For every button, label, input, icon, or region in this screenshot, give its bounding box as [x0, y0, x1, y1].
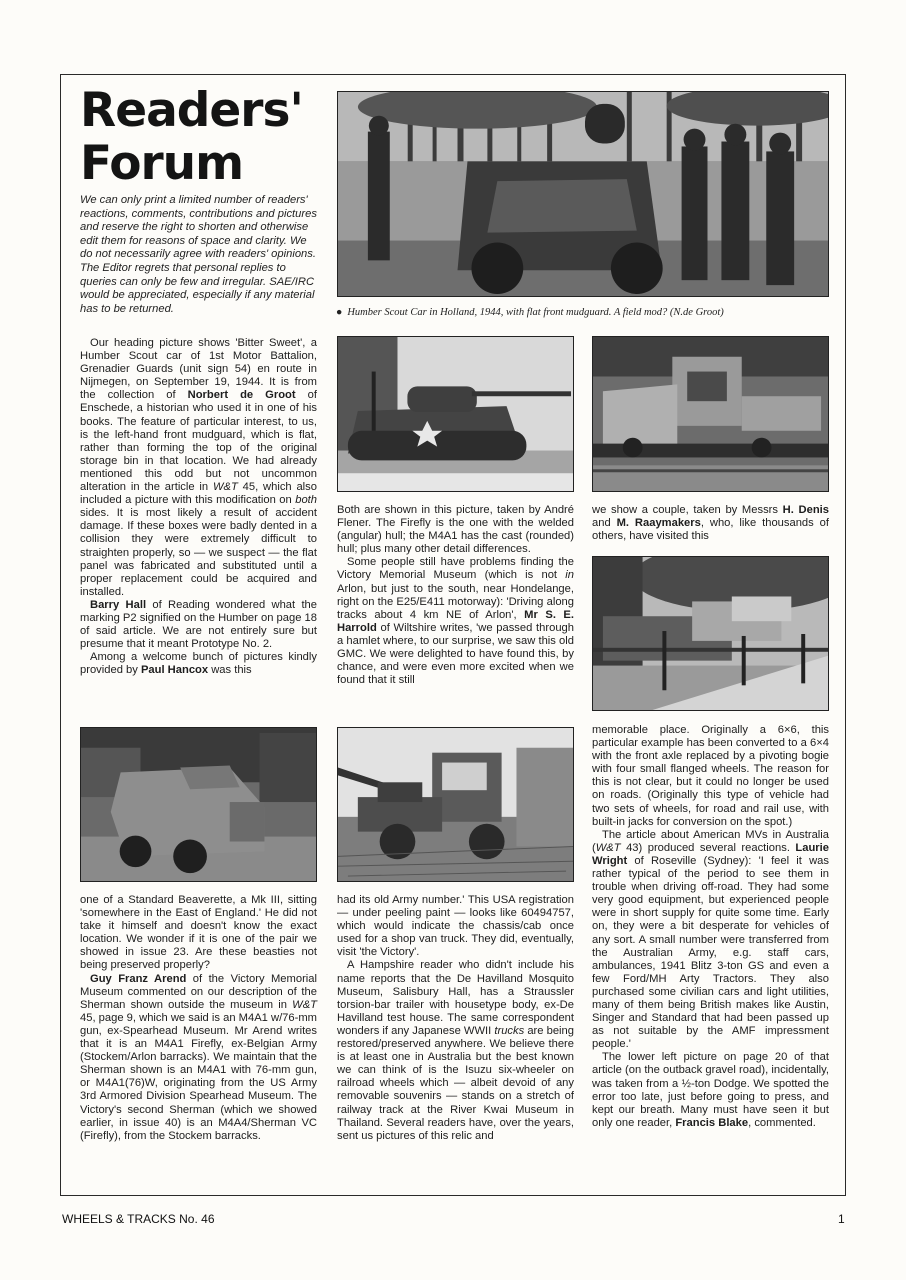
reader-name: Barry Hall	[90, 598, 147, 611]
photo-kwai-rail-vehicle	[592, 556, 829, 711]
text-run: of Wiltshire writes, 'we passed through a hamlet where, to our surprise, we saw this old GMC. We were delighted to have found this, by chance, and were even more excited when we found that it still	[337, 621, 574, 687]
article-paragraph	[337, 556, 574, 687]
text-run: , who, like thousands of others, have visited this	[592, 517, 829, 543]
photo-beaverette	[80, 727, 317, 882]
text-run: sides. It is most likely a result of accident damage. If these boxes were badly dented in a collision they were extremely difficult to straighten properly, so — we suspect — the flat panel was fabricated and substituted until a proper replacement could be acquired and installed.	[80, 507, 317, 598]
magazine-ref: W&T	[292, 998, 317, 1011]
text-run: was this	[208, 664, 252, 677]
reader-name: Paul Hancox	[140, 664, 209, 677]
article-paragraph: memorable place. Originally a 6×6, this particular example has been converted to a 6×4 with the front axle replaced by a pivoting bogie with four small flanged wheels. The reason for this is not clear, but it could no longer be used on roads. (Originally this type of vehicle had two sets of wheels, for road and rail use, with built-in jacks for conversion on the spot.)	[592, 724, 829, 828]
article-paragraph: Both are shown in this picture, taken by André Flener. The Firefly is the one with the welded (angular) hull; the M4A1 has the cast (rounded) hull; plus many other detail differences.	[337, 504, 574, 556]
text-run: of Roseville (Sydney): 'I feel it was rather typical of the period to see them in trouble when driving off-road. They had some very good equipment, but experienced people were in short supply for quite some time. Early on, they were a bit desperate for vehicles of any sort. A small number were transferred from the Australian Army, e.g. staff cars, ambulances, 1941 Blitz 3-ton GS and even a few Ford/MH Arty Tractors. They also purchased some civilian cars and light utilities, many of them being British makes like Austin, Singer and Standard that had been passed up as not suitable by the AMF impressment people.'	[592, 854, 829, 1051]
article-paragraph	[80, 651, 317, 677]
column-3-text	[592, 504, 829, 543]
text-run: we show a couple, taken by Messrs	[592, 504, 783, 516]
photo-sherman-firefly	[337, 336, 574, 492]
article-paragraph	[592, 1051, 829, 1130]
truck-rail-image	[593, 337, 828, 491]
beaverette-image	[81, 728, 316, 881]
text-run: Arlon, but just to the south, near Hondelange, right on the E25/E411 motorway): 'Driving along tracks about 4 km NE of Arlon',	[337, 582, 574, 621]
emphasis: both	[295, 494, 317, 507]
article-paragraph	[80, 337, 317, 599]
reader-name: Francis Blake	[675, 1116, 749, 1129]
text-run: are being restored/preserved anywhere. We believe there is at least one in Australia but the best known we can think of is the Isuzu six-wheeler on railroad wheels which — albeit devoid of any removable souvenirs — stands on a stretch of railway track at the River Kwai Museum in Thailand. Several readers have, over the years, sent us pictures of this relic and	[337, 1024, 574, 1142]
reader-name: H. Denis	[782, 504, 829, 516]
text-run: , commented.	[748, 1116, 816, 1129]
column-1-text	[80, 337, 317, 677]
humber-scout-car-image	[338, 92, 828, 296]
photo-caption	[336, 307, 836, 318]
text-run: and	[592, 517, 617, 530]
article-paragraph	[592, 504, 829, 543]
gmc-image	[338, 728, 573, 881]
photo-gmc-truck	[337, 727, 574, 882]
magazine-ref: W&T	[595, 841, 621, 854]
text-run: The article about American MVs in Australia (	[592, 828, 829, 854]
text-run: 45, page 9, which we said is an M4A1 w/76-mm gun, ex-Spearhead Museum. Mr Arend writes that it is an M4A1 Firefly, ex-Belgian Army (Stockem/Arlon barracks). We maintain that the Sherman shown is an M4A1 with 76-mm gun, or M4A1(76)W, originating from the US Army 3rd Armored Division Spearhead Museum. The Victory's second Sherman (which we showed earlier, in issue 40) is an M4A4/Sherman VC (Firefly), from the Stockem barracks.	[80, 1011, 317, 1142]
article-paragraph: had its old Army number.' This USA registration — under peeling paint — looks like 60494757, which would indicate the chassis/cab once used for a shop van truck. They did, eventually, visit 'the Victory'.	[337, 894, 574, 959]
page-title: Readers' Forum	[80, 83, 303, 191]
reader-name: Mr S. E. Harrold	[337, 608, 575, 634]
text-run: A Hampshire reader who didn't include his name reports that the De Havilland Mosquito Museum, Salisbury Hall, has a Straussler torsion-bar trailer with housetype body, ex-De Havilland test house. The same correspondent wonders if any Japanese WWII	[337, 959, 574, 1037]
text-run: Our heading picture shows 'Bitter Sweet', a Humber Scout car of 1st Motor Battalion, Grenadier Guards (unit sign 54) en route in Nijmegen, on September 19, 1944. It is from the collection of	[80, 337, 317, 402]
footer-page-number: 1	[838, 1212, 845, 1226]
text-run: Among a welcome bunch of pictures kindly provided by	[80, 651, 317, 677]
reader-name: Guy Franz Arend	[90, 972, 187, 985]
intro-note: We can only print a limited number of readers' reactions, comments, contributions and pictures and reserve the right to shorten and otherwise edit them for reasons of space and clarity. We do not necessarily agree with readers' opinions. The Editor regrets that personal replies to queries can only be few and irregular. SAE/IRC would be appreciated, especially if any material has to be returned.	[80, 194, 317, 315]
article-paragraph	[80, 973, 317, 1143]
article-paragraph	[592, 829, 829, 1052]
column-1b-text	[80, 894, 317, 1143]
kwai-rail-image	[593, 557, 828, 710]
reader-name: M. Raaymakers	[616, 517, 701, 530]
text-run: The lower left picture on page 20 of that article (on the outback gravel road), incidentally, was taken from a ½-ton Dodge. We spotted the error too late, just before going to press, and kept our breath. Many must have seen it but only one reader,	[592, 1051, 829, 1129]
column-2b-text	[337, 894, 574, 1143]
text-run: 43) produced several reactions.	[620, 841, 796, 854]
sherman-image	[338, 337, 573, 491]
reader-name: Norbert de Groot	[187, 389, 296, 402]
caption-bullet: ●	[336, 307, 343, 318]
text-run: of Reading wondered what the marking P2 signified on the Humber on page 18 of said article. We are not entirely sure but presume that it meant Prototype No. 2.	[80, 598, 317, 651]
caption-text: Humber Scout Car in Holland, 1944, with flat front mudguard. A field mod? (N.de Groot)	[347, 307, 724, 318]
article-paragraph	[337, 959, 574, 1142]
footer-magazine-title: WHEELS & TRACKS No. 46	[62, 1212, 215, 1226]
photo-humber-scout-car	[337, 91, 829, 297]
article-paragraph	[80, 599, 317, 651]
column-3b-text	[592, 724, 829, 1130]
text-run: Some people still have problems finding the Victory Memorial Museum (which is not	[337, 556, 574, 582]
text-run: of Enschede, a historian who used it in one of his books. The feature of particular interest, to us, is the left-hand front mudguard, which is flat, rather than forming the top of the original storage bin in that location. We had already mentioned this odd but not uncommon alteration in the article in	[80, 389, 317, 494]
photo-truck-rail	[592, 336, 829, 492]
article-paragraph: one of a Standard Beaverette, a Mk III, sitting 'somewhere in the East of England.' He did not take it himself and doesn't know the exact location. We wonder if it is one of the pair we showed in issue 23. Are these beasties not being preserved properly?	[80, 894, 317, 972]
text-run: 45, which also included a picture with this modification on	[80, 481, 317, 507]
emphasis: trucks	[494, 1024, 525, 1037]
emphasis: in	[565, 569, 574, 582]
magazine-ref: W&T	[212, 481, 238, 494]
reader-name: Laurie Wright	[592, 841, 829, 867]
text-run: of the Victory Memorial Museum commented on our description of the Sherman shown outside the museum in	[80, 972, 317, 1011]
column-2-text	[337, 504, 574, 687]
